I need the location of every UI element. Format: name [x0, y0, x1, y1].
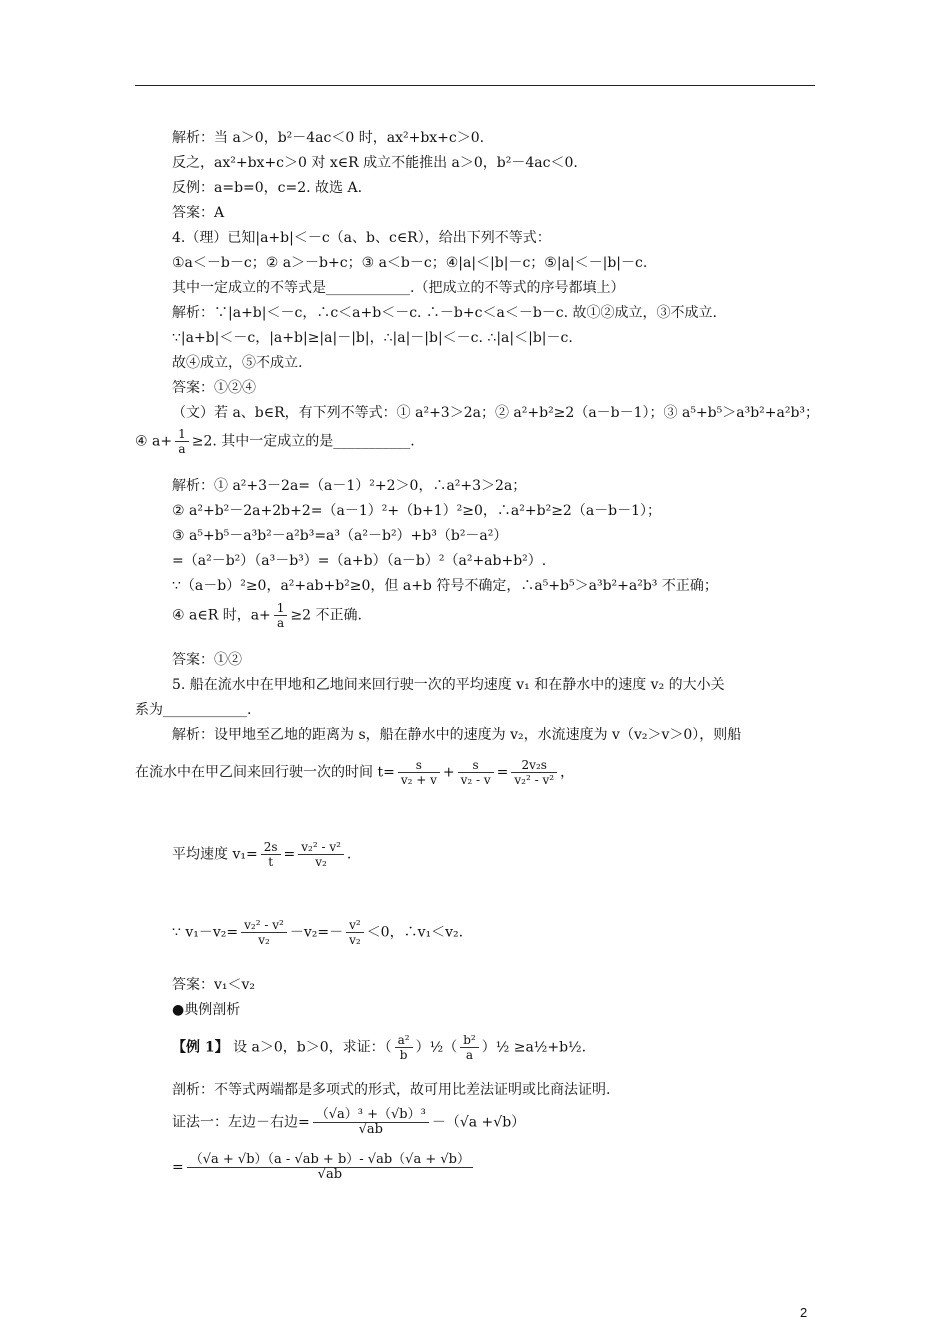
text-line: 反之，ax²+bx+c＞0 对 x∈R 成立不能推出 a＞0，b²－4ac＜0.	[172, 155, 578, 171]
text-line-fraction: 在流水中在甲乙间来回行驶一次的时间 t= $\frac{s}{\text{v₂ + v}}$ + $\frac{s}{\text{v₂ - v}}$ = $\frac{\text{2v₂s}}{\text{v₂² - v²}}$ ，	[135, 758, 575, 787]
text-line: 解析：① a²+3－2a=（a－1）²+2＞0，∴a²+3＞2a；	[172, 478, 527, 494]
text-line: 解析：∵|a+b|＜－c，∴c＜a+b＜－c. ∴－b+c＜a＜－b－c. 故①②成立，③不成立.	[172, 305, 717, 321]
section-heading: ●典例剖析	[172, 1002, 241, 1018]
text-line: 剖析：不等式两端都是多项式的形式，故可用比差法证明或比商法证明.	[172, 1082, 611, 1098]
text-line: =（a²－b²）（a³－b³）=（a+b）（a－b）²（a²+ab+b²）.	[172, 553, 547, 569]
question-4-title: 4.（理）已知|a+b|＜－c（a、b、c∈R），给出下列不等式：	[172, 230, 551, 246]
text-line: 系为____________.	[135, 702, 252, 718]
text-line: 解析：当 a＞0，b²－4ac＜0 时，ax²+bx+c＞0.	[172, 130, 485, 146]
text-line: ∵（a－b）²≥0，a²+ab+b²≥0，但 a+b 符号不确定，∴a⁵+b⁵＞a³b²+a²b³ 不正确；	[172, 578, 718, 594]
answer-line: 答案：A	[172, 205, 225, 221]
proof-line: 证法一：左边－右边= $\frac{\text{（√a）³ +（√b）³}}{√ab}$ －（√a +√b）	[172, 1107, 526, 1137]
text-line: 解析：设甲地至乙地的距离为 s，船在静水中的速度为 v₂，水流速度为 v（v₂＞v＞0），则船	[172, 727, 742, 743]
header-rule	[135, 85, 815, 86]
text-line-fraction: ∵ v₁－v₂= $\frac{\text{v₂² - v²}}{\text{v₂}}$ －v₂=－ $\frac{\text{v²}}{\text{v₂}}$ ＜0，∴v₁＜v₂.	[172, 918, 464, 947]
fraction: $\frac{(√a + √b)(a - √ab + b)- √ab(√a + √b)}{√ab}$	[187, 1153, 473, 1182]
text-line: ①a＜－b－c；② a＞－b+c；③ a＜b－c；④|a|＜|b|－c；⑤|a|＜－|b|－c.	[172, 255, 648, 271]
fraction: $\frac{\text{a²}}{b}$	[395, 1033, 413, 1062]
fraction: $\frac{\text{v₂² - v²}}{\text{v₂}}$	[298, 840, 344, 869]
answer-line: 答案：①②④	[172, 380, 256, 396]
proof-line: = $\frac{(√a + √b)(a - √ab + b)- √ab(√a + √b)}{√ab}$	[172, 1153, 476, 1182]
text-line: 其中一定成立的不等式是____________.（把成立的不等式的序号都填上）	[172, 280, 625, 296]
fraction: $\frac{1}{a}$	[175, 427, 189, 456]
fraction: $\frac{\text{2v₂s}}{\text{v₂² - v²}}$	[511, 758, 557, 787]
text-line-fraction: 平均速度 v₁= $\frac{2s}{t}$ = $\frac{\text{v₂² - v²}}{\text{v₂}}$ .	[172, 840, 352, 869]
text-line: ∵|a+b|＜－c，|a+b|≥|a|－|b|，∴|a|－|b|＜－c. ∴|a|＜|b|－c.	[172, 330, 573, 346]
text-line: （文）若 a、b∈R，有下列不等式：① a²+3＞2a；② a²+b²≥2（a－b－1）；③ a⁵+b⁵＞a³b²+a²b³；	[172, 405, 820, 421]
fraction: $\frac{\text{b²}}{a}$	[460, 1033, 479, 1062]
text-line: 反例：a=b=0，c=2. 故选 A.	[172, 180, 363, 196]
text-line-fraction: ④ a+ $\frac{1}{a}$ ≥2. 其中一定成立的是___________.	[135, 427, 415, 456]
text-line: ③ a⁵+b⁵－a³b²－a²b³=a³（a²－b²）+b³（b²－a²）	[172, 528, 508, 544]
text-line-fraction: ④ a∈R 时，a+ $\frac{1}{a}$ ≥2 不正确.	[172, 601, 362, 630]
answer-line: 答案：v₁＜v₂	[172, 977, 256, 993]
text-line: ② a²+b²－2a+2b+2=（a－1）²+（b+1）²≥0，∴a²+b²≥2（a－b－1）；	[172, 503, 662, 519]
fraction: $\frac{2s}{t}$	[261, 840, 281, 869]
fraction: $\frac{\text{v²}}{\text{v₂}}$	[346, 918, 364, 947]
fraction: $\frac{s}{\text{v₂ - v}}$	[458, 758, 494, 787]
fraction: $\frac{\text{v₂² - v²}}{\text{v₂}}$	[241, 918, 287, 947]
fraction: $\frac{s}{\text{v₂ + v}}$	[398, 758, 440, 787]
question-5-title: 5. 船在流水中在甲地和乙地间来回行驶一次的平均速度 v₁ 和在静水中的速度 v₂ 的大小关	[172, 677, 725, 693]
page-number: 2	[800, 1305, 808, 1320]
example-1-line: 【例 1】 设 a＞0，b＞0，求证：（ $\frac{\text{a²}}{b}$ ）½（ $\frac{\text{b²}}{a}$ ）½ ≥a½+b½.	[172, 1033, 587, 1062]
text-line: 故④成立，⑤不成立.	[172, 355, 303, 371]
fraction: $\frac{1}{a}$	[274, 601, 288, 630]
answer-line: 答案：①②	[172, 652, 242, 668]
fraction: $\frac{\text{（√a）³ +（√b）³}}{√ab}$	[313, 1108, 429, 1137]
